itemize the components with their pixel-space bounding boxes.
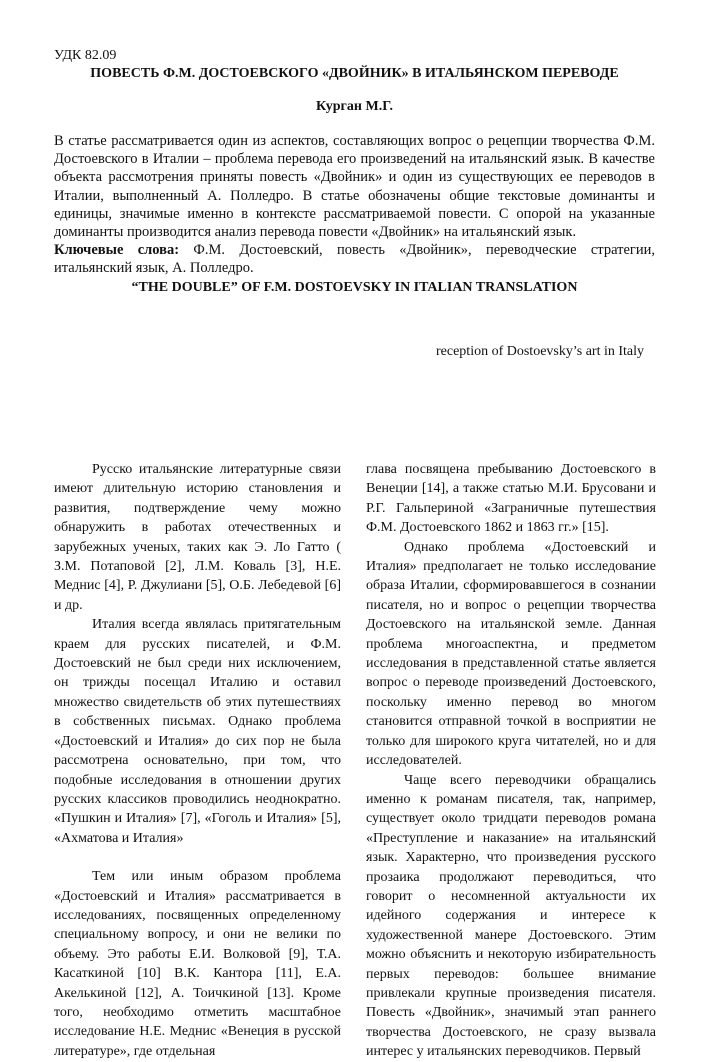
right-paragraph-2: Однако проблема «Достоевский и Италия» предполагает не только исследование образа Италии, сформировавшегося в сознании писателя, но и вопрос о рецепции творчества Достоевского на итальянской земле. Данная проблема многоаспектна, и предметом исследования в представленной статье является вопрос о переводе произведений Достоевского, поскольку именно перевод во многом становится отправной точкой в восприятии не только для широкого круга читателей, но и для исследователей.: [366, 539, 656, 769]
left-column: [54, 460, 341, 1061]
keywords-label: Ключевые слова:: [54, 242, 180, 259]
right-column: [366, 460, 656, 1062]
udc-code: УДК 82.09: [54, 48, 117, 63]
abstract-block: [54, 132, 655, 278]
left-paragraph-3: Тем или иным образом проблема «Достоевский и Италия» рассматривается в исследованиях, посвященных определенному специальному вопросу, и они не велики по объему. Это работы Е.И. Волковой [9], Т.А. Касаткиной [10] В.К. Кантора [11], Е.А. Акелькиной [12], А. Тоичкиной [13]. Кроме того, необходимо отметить масштабное исследование Н.Е. Меднис «Венеция в русской литературе», где отдельная: [54, 869, 341, 1059]
abstract-text: В статье рассматривается один из аспектов, составляющих вопрос о рецепции творчества Ф.М. Достоевского в Италии – проблема перевода его произведений на итальянский язык. В качестве объекта рассмотрения приняты повесть «Двойник» и один из существующих ее переводов в Италии, выполненный А. Полледро. В статье обозначены общие текстовые доминанты и единицы, значимые именно в контексте рассматриваемой повести. С опорой на указанные доминанты производится анализ перевода повести «Двойник» на итальянский язык.: [54, 133, 655, 241]
keywords-text: Ф.М. Достоевский, повесть «Двойник», переводческие стратегии, итальянский язык, А. Полледро.: [54, 242, 655, 277]
article-author: Курган М.Г.: [315, 99, 394, 114]
right-paragraph-1: глава посвящена пребыванию Достоевского в Венеции [14], а также статью М.И. Брусовани и Р.Г. Гальпериной «Заграничные путешествия Ф.М. Достоевского 1862 и 1863 гг.» [15].: [366, 462, 656, 536]
right-paragraph-3: Чаще всего переводчики обращались именно к романам писателя, так, например, существует около тридцати переводов романа «Преступление и наказание» на итальянский язык. Характерно, что произведения русского прозаика продолжают переводиться, что говорит о несомненной актуальности их идейного содержания и интересе к художественной манере Достоевского. Этим можно объяснить и некоторую избирательность первых переводов: большее внимание привлекали крупные произведения писателя. Повесть «Двойник», значимый этап раннего творчества Достоевского, не сразу вызвала интерес у итальянских переводчиков. Первый: [366, 772, 656, 1060]
left-paragraph-2: Италия всегда являлась притягательным краем для русских писателей, и Ф.М. Достоевский не был среди них исключением, он трижды посещал Италию и оставил множество свидетельств об этих путешествиях в собственных письмах. Однако проблема «Достоевский и Италия» до сих пор не была рассмотрена основательно, при том, что подобные исследования в отношении других русских классиков проводились неоднократно. «Пушкин и Италия» [7], «Гоголь и Италия» [5], «Ахматова и Италия»: [54, 617, 341, 846]
article-title: ПОВЕСТЬ Ф.М. ДОСТОЕВСКОГО «ДВОЙНИК» В ИТАЛЬЯНСКОМ ПЕРЕВОДЕ: [90, 66, 619, 81]
english-title: “THE DOUBLE” OF F.M. DOSTOEVSKY IN ITALIAN TRANSLATION: [131, 280, 578, 295]
left-paragraph-1: Русско итальянские литературные связи имеют длительную историю становления и развития, подтверждение чему можно обнаружить в работах отечественных и зарубежных ученых, таких как Э. Ло Гатто ( З.М. Потаповой [2], Л.М. Коваль [3], Н.Е. Меднис [4], Р. Джулиани [5], О.Б. Лебедевой [6] и др.: [54, 462, 341, 613]
english-keywords-fragment: reception of Dostoevsky’s art in Italy: [436, 344, 645, 359]
